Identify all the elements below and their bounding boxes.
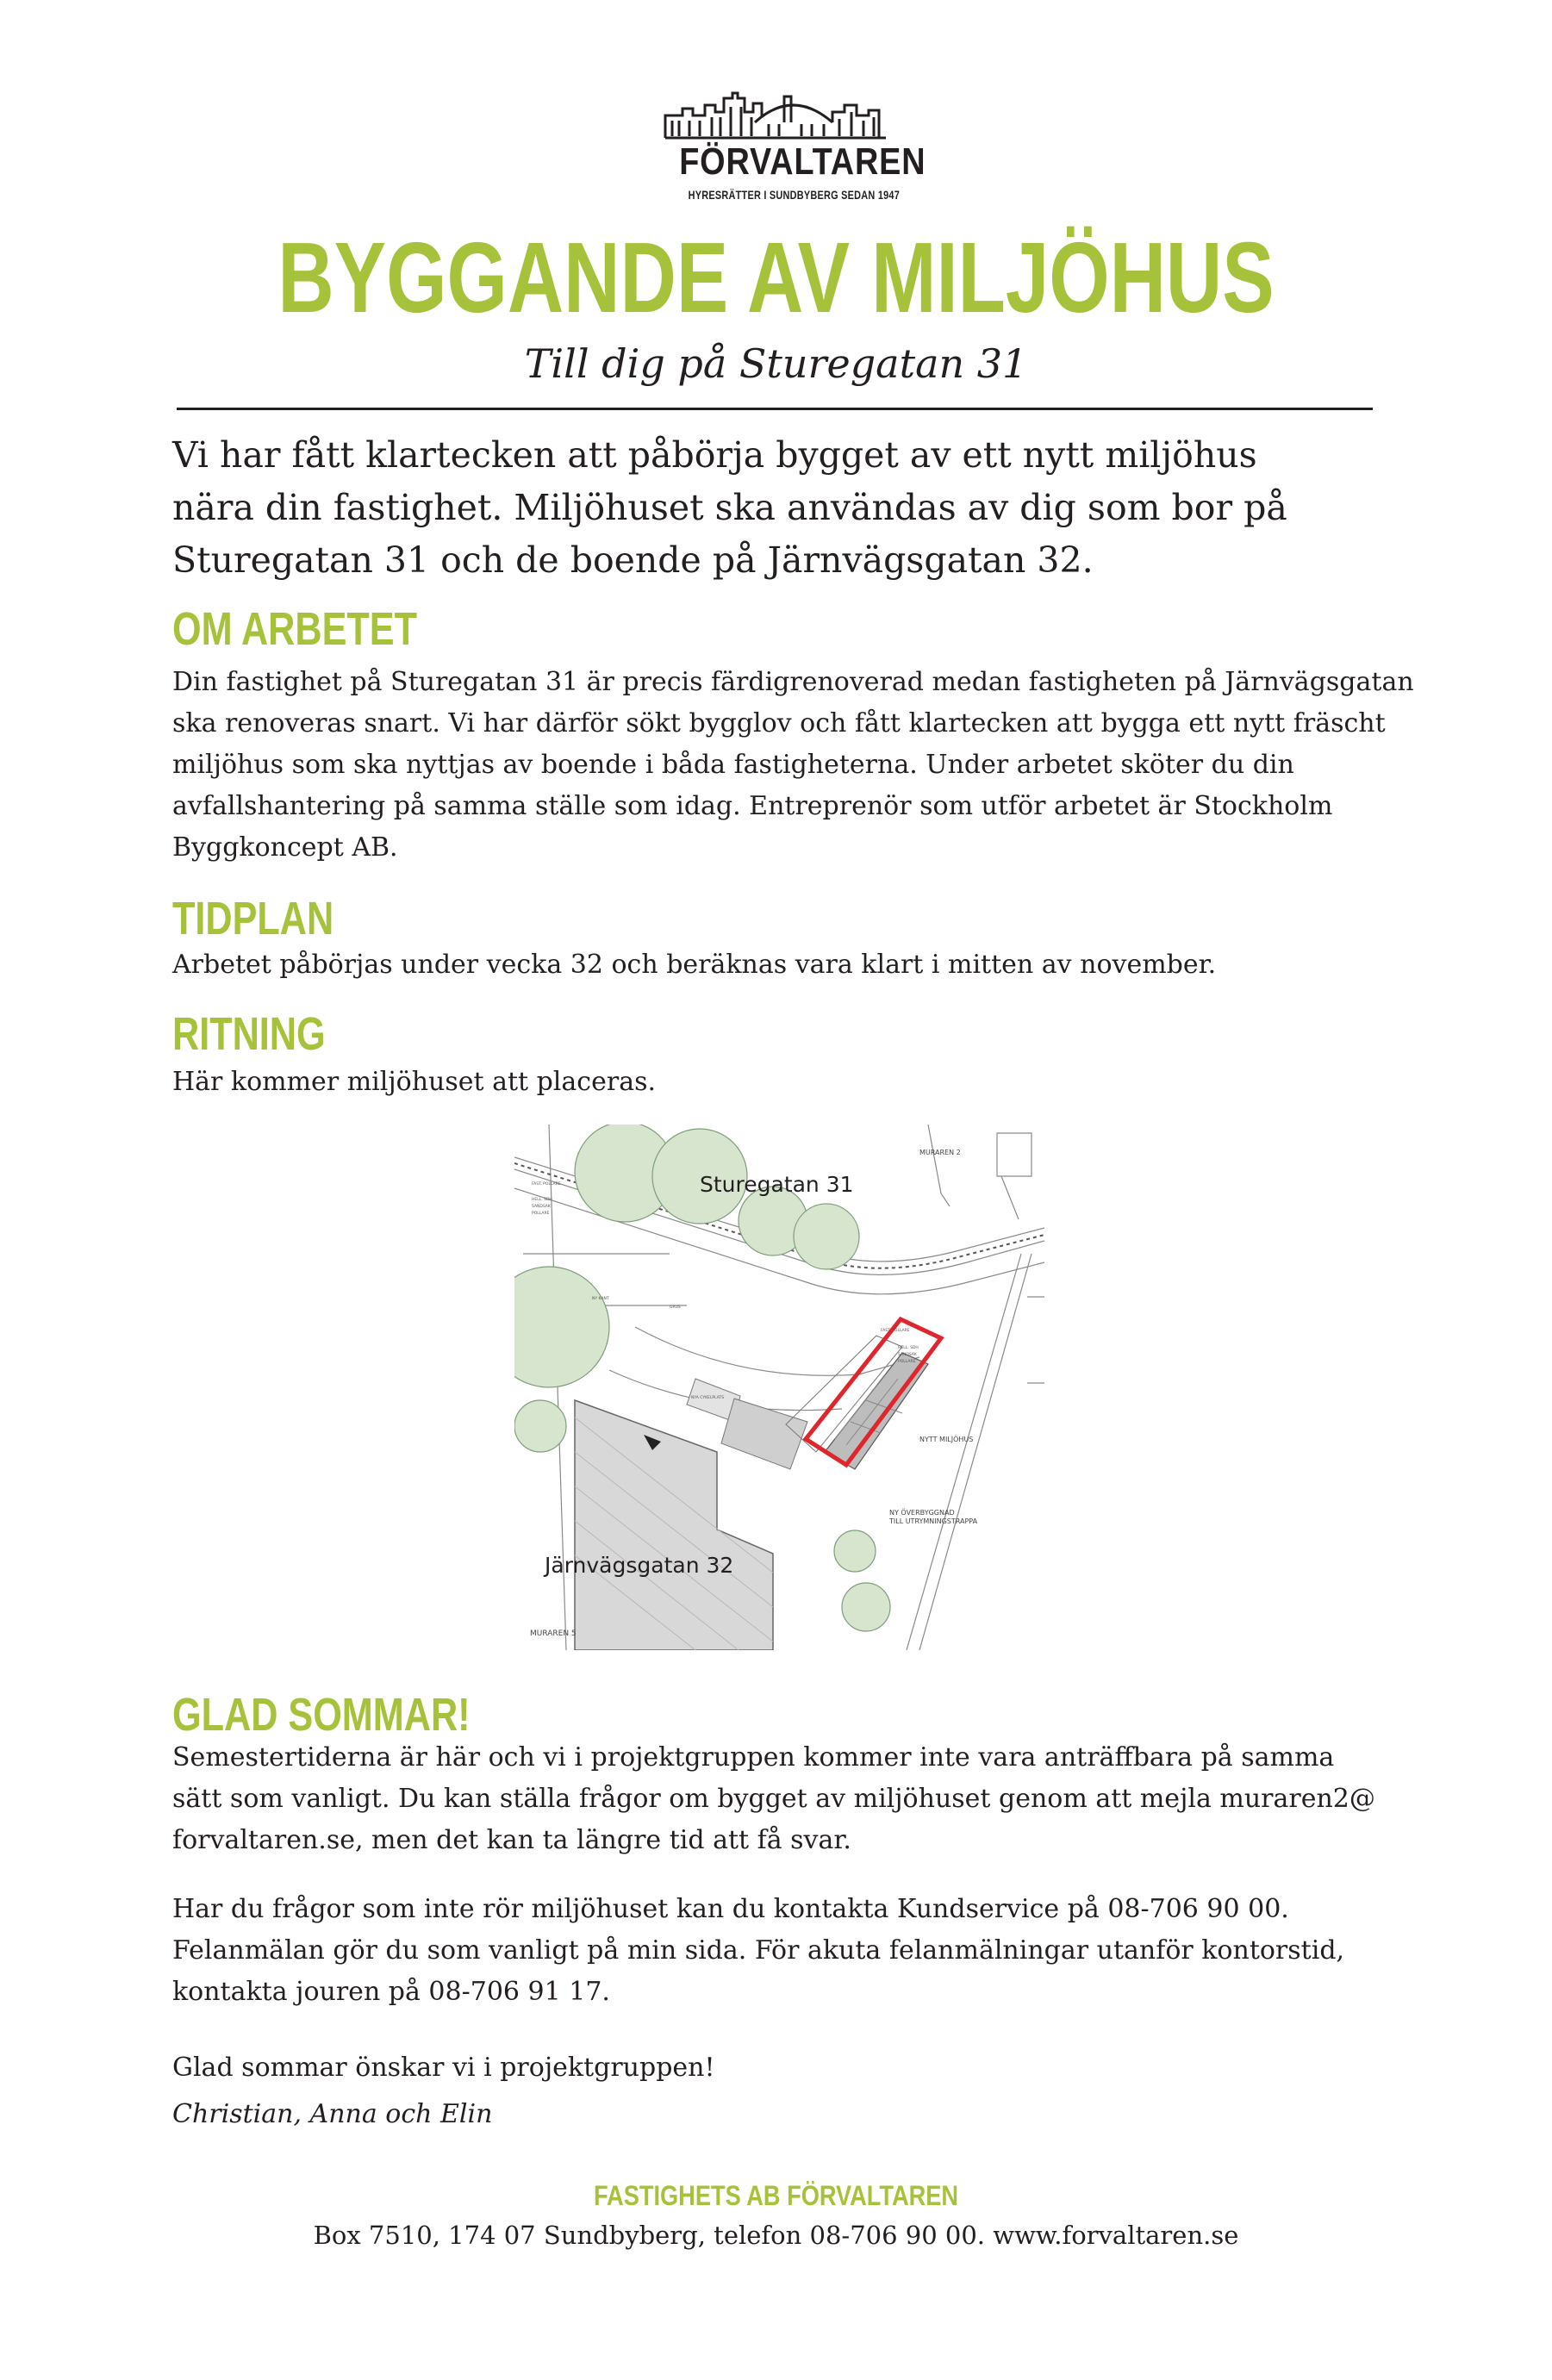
title-divider (177, 408, 1373, 410)
text-line: sätt som vanligt. Du kan ställa frågor om bygget av miljöhuset genom att mejla muraren2@ (172, 1784, 1375, 1814)
contact-text (172, 1889, 1379, 2013)
glad-sommar-text (172, 1737, 1379, 1861)
svg-text:FAST. POLLARE: FAST. POLLARE (532, 1182, 561, 1187)
drawing-label: NY ÖVERBYGGNAD (889, 1509, 955, 1517)
drawing-label: MURAREN 2 (919, 1149, 961, 1156)
text-line: forvaltaren.se, men det kan ta längre tid att få svar. (172, 1825, 851, 1855)
svg-text:SANDSAK: SANDSAK (898, 1353, 917, 1357)
svg-text:SANDSAK: SANDSAK (532, 1205, 551, 1209)
text-line: Byggkoncept AB. (172, 832, 398, 863)
intro-line: Sturegatan 31 och de boende på Järnvägsgatan 32. (172, 539, 1094, 581)
text-line: Har du frågor som inte rör miljöhuset kan du kontakta Kundservice på 08-706 90 00. (172, 1894, 1289, 1924)
heading-glad-sommar: GLAD SOMMAR! (172, 1689, 471, 1741)
svg-text:POLLARE: POLLARE (898, 1360, 916, 1364)
svg-text:HELL. SDH: HELL. SDH (532, 1198, 552, 1202)
site-plan-drawing (514, 1125, 1044, 1650)
text-line: miljöhus som ska nyttjas av boende i båda fastigheterna. Under arbetet sköter du din (172, 750, 1294, 780)
ritning-text (172, 1062, 1379, 1103)
intro-paragraph (172, 429, 1370, 587)
text-line: kontakta jouren på 08-706 91 17. (172, 1977, 610, 2007)
drawing-label: NYTT MILJÖHUS (919, 1436, 974, 1443)
signature: Christian, Anna och Elin (172, 2099, 493, 2129)
drawing-label: TILL UTRYMNINGSTRAPPA (889, 1517, 978, 1525)
text-line: Arbetet påbörjas under vecka 32 och beräknas vara klart i mitten av november. (172, 950, 1217, 980)
svg-text:NYA CYKELPLATS: NYA CYKELPLATS (691, 1396, 725, 1400)
text-line: Semestertiderna är här och vi i projektgruppen kommer inte vara anträffbara på samma (172, 1742, 1335, 1773)
closing-text (172, 2047, 1379, 2135)
footer-company: FASTIGHETS AB FÖRVALTAREN (593, 2180, 959, 2211)
text-line: Din fastighet på Sturegatan 31 är precis färdigrenoverad medan fastigheten på Järnvägsgatan (172, 667, 1414, 697)
text-line: ska renoveras snart. Vi har därför sökt bygglov och fått klartecken att bygga ett nytt fräscht (172, 708, 1386, 738)
text-line: avfallshantering på samma ställe som idag. Entreprenör som utför arbetet är Stockholm (172, 791, 1333, 821)
text-line: Här kommer miljöhuset att placeras. (172, 1067, 657, 1097)
page-subtitle: Till dig på Sturegatan 31 (524, 340, 1028, 387)
heading-tidplan: TIDPLAN (172, 893, 334, 944)
svg-text:FAST. POLLARE: FAST. POLLARE (881, 1329, 910, 1333)
footer-address: Box 7510, 174 07 Sundbyberg, telefon 08-706 90 00. www.forvaltaren.se (313, 2221, 1239, 2250)
skyline-logo-icon (664, 86, 888, 143)
site-plan-svg (514, 1125, 1044, 1650)
svg-text:NY KANT: NY KANT (592, 1297, 609, 1301)
drawing-label-jarnvagsgatan: Järnvägsgatan 32 (545, 1553, 734, 1578)
intro-line: nära din fastighet. Miljöhuset ska användas av dig som bor på (172, 487, 1287, 528)
logo-tagline: HYRESRÄTTER I SUNDBYBERG SEDAN 1947 (688, 188, 901, 202)
forvaltaren-logo (664, 86, 926, 207)
svg-text:HELL. SDH: HELL. SDH (898, 1346, 919, 1350)
text-line: Felanmälan gör du som vanligt på min sida. För akuta felanmälningar utanför kontorstid, (172, 1935, 1345, 1966)
tidplan-text (172, 944, 1379, 986)
closing-line: Glad sommar önskar vi i projektgruppen! (172, 2053, 715, 2083)
heading-om-arbetet: OM ARBETET (172, 603, 417, 655)
logo-name: FÖRVALTAREN (679, 140, 926, 183)
heading-ritning: RITNING (172, 1008, 326, 1060)
intro-line: Vi har fått klartecken att påbörja bygget av ett nytt miljöhus (172, 434, 1257, 476)
om-arbetet-text (172, 662, 1414, 869)
page-title: BYGGANDE AV MILJÖHUS (277, 221, 1275, 333)
svg-text:POLLARE: POLLARE (532, 1212, 550, 1216)
svg-text:GRUS: GRUS (670, 1305, 681, 1310)
drawing-label: MURAREN 5 (530, 1629, 577, 1638)
drawing-label-sturegatan: Sturegatan 31 (700, 1172, 854, 1197)
